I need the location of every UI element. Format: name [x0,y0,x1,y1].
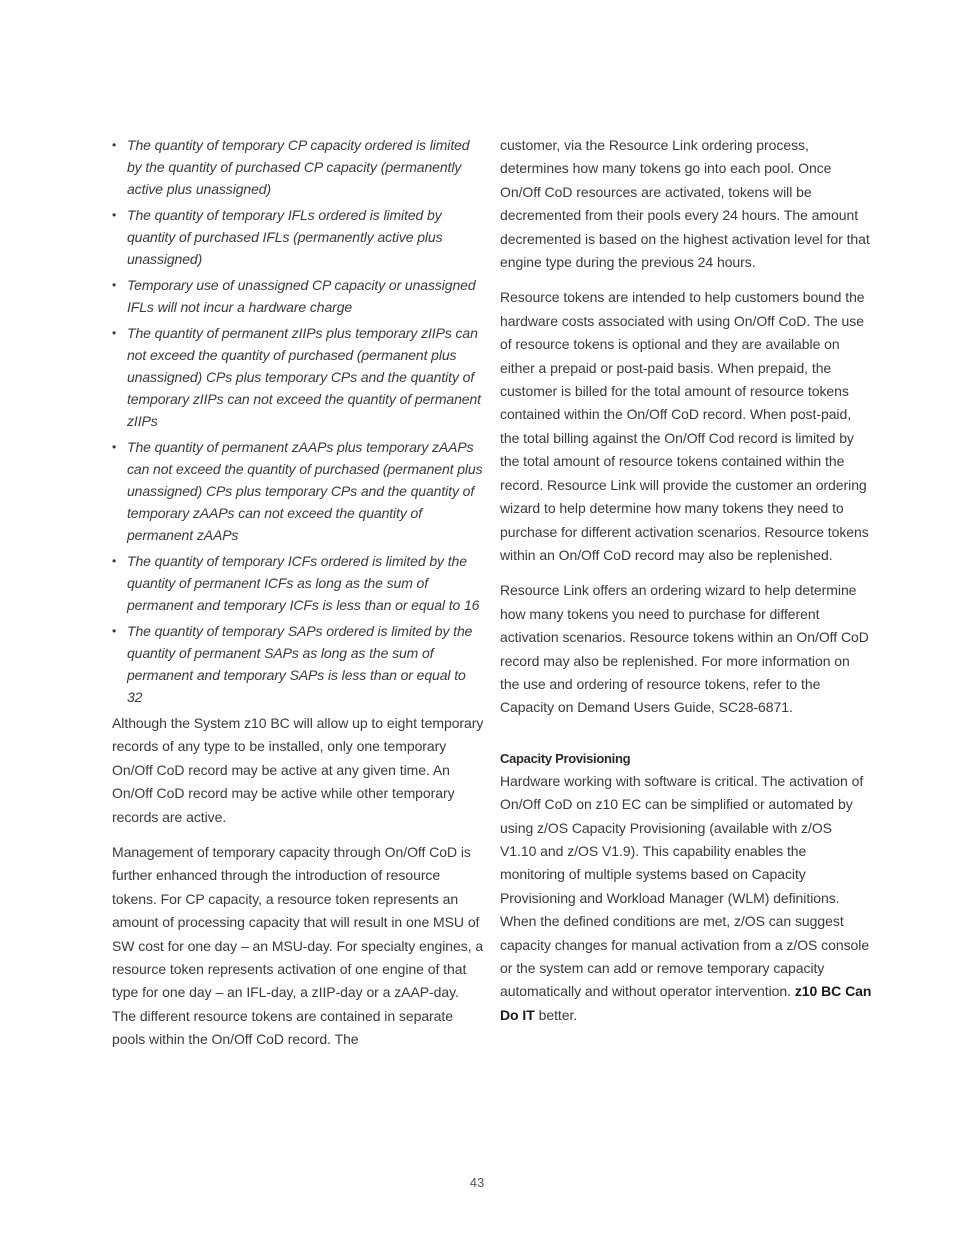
list-item-text: The quantity of temporary SAPs ordered is limited by the quantity of permanent SAPs as long as the sum of permanent and temporary SAPs is less than or equal to 32 [127,623,473,705]
list-item [112,620,484,708]
bullet-icon: • [112,440,117,454]
paragraph-temporary-records: Although the System z10 BC will allow up to eight temporary records of any type to be installed, only one temporary On/Off CoD record may be active at any given time. An On/Off CoD record may be active while other temporary records are active. [112,715,484,825]
bullet-icon: • [112,278,117,292]
section-heading: Capacity Provisioning [500,750,631,766]
bullet-icon: • [112,326,117,340]
list-item-text: The quantity of permanent zIIPs plus temporary zIIPs can not exceed the quantity of purchased (permanent plus unassigned) CPs plus temporary CPs and the quantity of temporary zIIPs can not exceed the quantity of permanent zIIPs [127,325,481,429]
capacity-provisioning-section [500,748,872,1027]
requirements-list [112,134,484,708]
list-item [112,322,484,432]
bullet-icon: • [112,138,117,152]
paragraph-token-billing: Resource tokens are intended to help customers bound the hardware costs associated with using On/Off CoD. The use of resource tokens is optional and they are available on either a prepaid or post-paid basis. When prepaid, the customer is billed for the total amount of resource tokens contained within the On/Off CoD record. When post-paid, the total billing against the On/Off Cod record is limited by the total amount of resource tokens contained within the record. Resource Link will provide the customer an ordering wizard to help determine how many tokens they need to purchase for different activation scenarios. Resource tokens within an On/Off CoD record may also be replenished. [500,289,869,563]
list-item-text: The quantity of permanent zAAPs plus temporary zAAPs can not exceed the quantity of purchased (permanent plus unassigned) CPs plus temporary CPs and the quantity of temporary zAAPs can not exceed the quantity of permanent zAAPs [127,439,483,543]
list-item-text: The quantity of temporary CP capacity ordered is limited by the quantity of purchased CP capacity (permanently active plus unassigned) [127,137,470,197]
list-item [112,134,484,200]
page-number: 43 [469,1175,485,1190]
paragraph-capacity-provisioning [500,770,872,1027]
list-item-text: The quantity of temporary IFLs ordered is limited by quantity of purchased IFLs (permanently active plus unassigned) [127,207,443,267]
bullet-icon: • [112,208,117,222]
list-item [112,436,484,546]
paragraph-ordering-wizard: Resource Link offers an ordering wizard to help determine how many tokens you need to purchase for different activation scenarios. Resource tokens within an On/Off CoD record may also be replenished. For more information on the use and ordering of resource tokens, refer to the Capacity on Demand Users Guide, SC28-6871. [500,582,869,716]
left-column [112,134,484,1064]
list-item-text: Temporary use of unassigned CP capacity or unassigned IFLs will not incur a hardware charge [127,277,476,315]
paragraph-token-pools: customer, via the Resource Link ordering process, determines how many tokens go into each pool. Once On/Off CoD resources are activated, tokens will be decremented from their pools every 24 hours. The amount decremented is based on the highest activation level for that engine type during the previous 24 hours. [500,137,870,271]
list-item [112,550,484,616]
bullet-icon: • [112,554,117,568]
list-item [112,274,484,318]
list-item [112,204,484,270]
right-column [500,134,872,1039]
bullet-icon: • [112,624,117,638]
tagline-bold: z10 BC Can Do IT [500,983,872,1023]
paragraph-tail: better. [538,1006,578,1023]
paragraph-text: Hardware working with software is critical. The activation of On/Off CoD on z10 EC can be simplified or automated by using z/OS Capacity Provisioning (available with z/OS V1.10 and z/OS V1.9). This capability enables the monitoring of multiple systems based on Capacity Provisioning and Workload Manager (WLM) definitions. When the defined conditions are met, z/OS can suggest capacity changes for manual activation from a z/OS console or the system can add or remove temporary capacity automatically and without operator intervention. [500,772,870,1000]
list-item-text: The quantity of temporary ICFs ordered is limited by the quantity of permanent ICFs as long as the sum of permanent and temporary ICFs is less than or equal to 16 [127,553,480,613]
paragraph-resource-tokens-intro: Management of temporary capacity through On/Off CoD is further enhanced through the introduction of resource tokens. For CP capacity, a resource token represents an amount of processing capacity that will result in one MSU of SW cost for one day – an MSU-day. For specialty engines, a resource token represents activation of one engine of that type for one day – an IFL-day, a zIIP-day or a zAAP-day. The different resource tokens are contained in separate pools within the On/Off CoD record. The [112,844,484,1048]
